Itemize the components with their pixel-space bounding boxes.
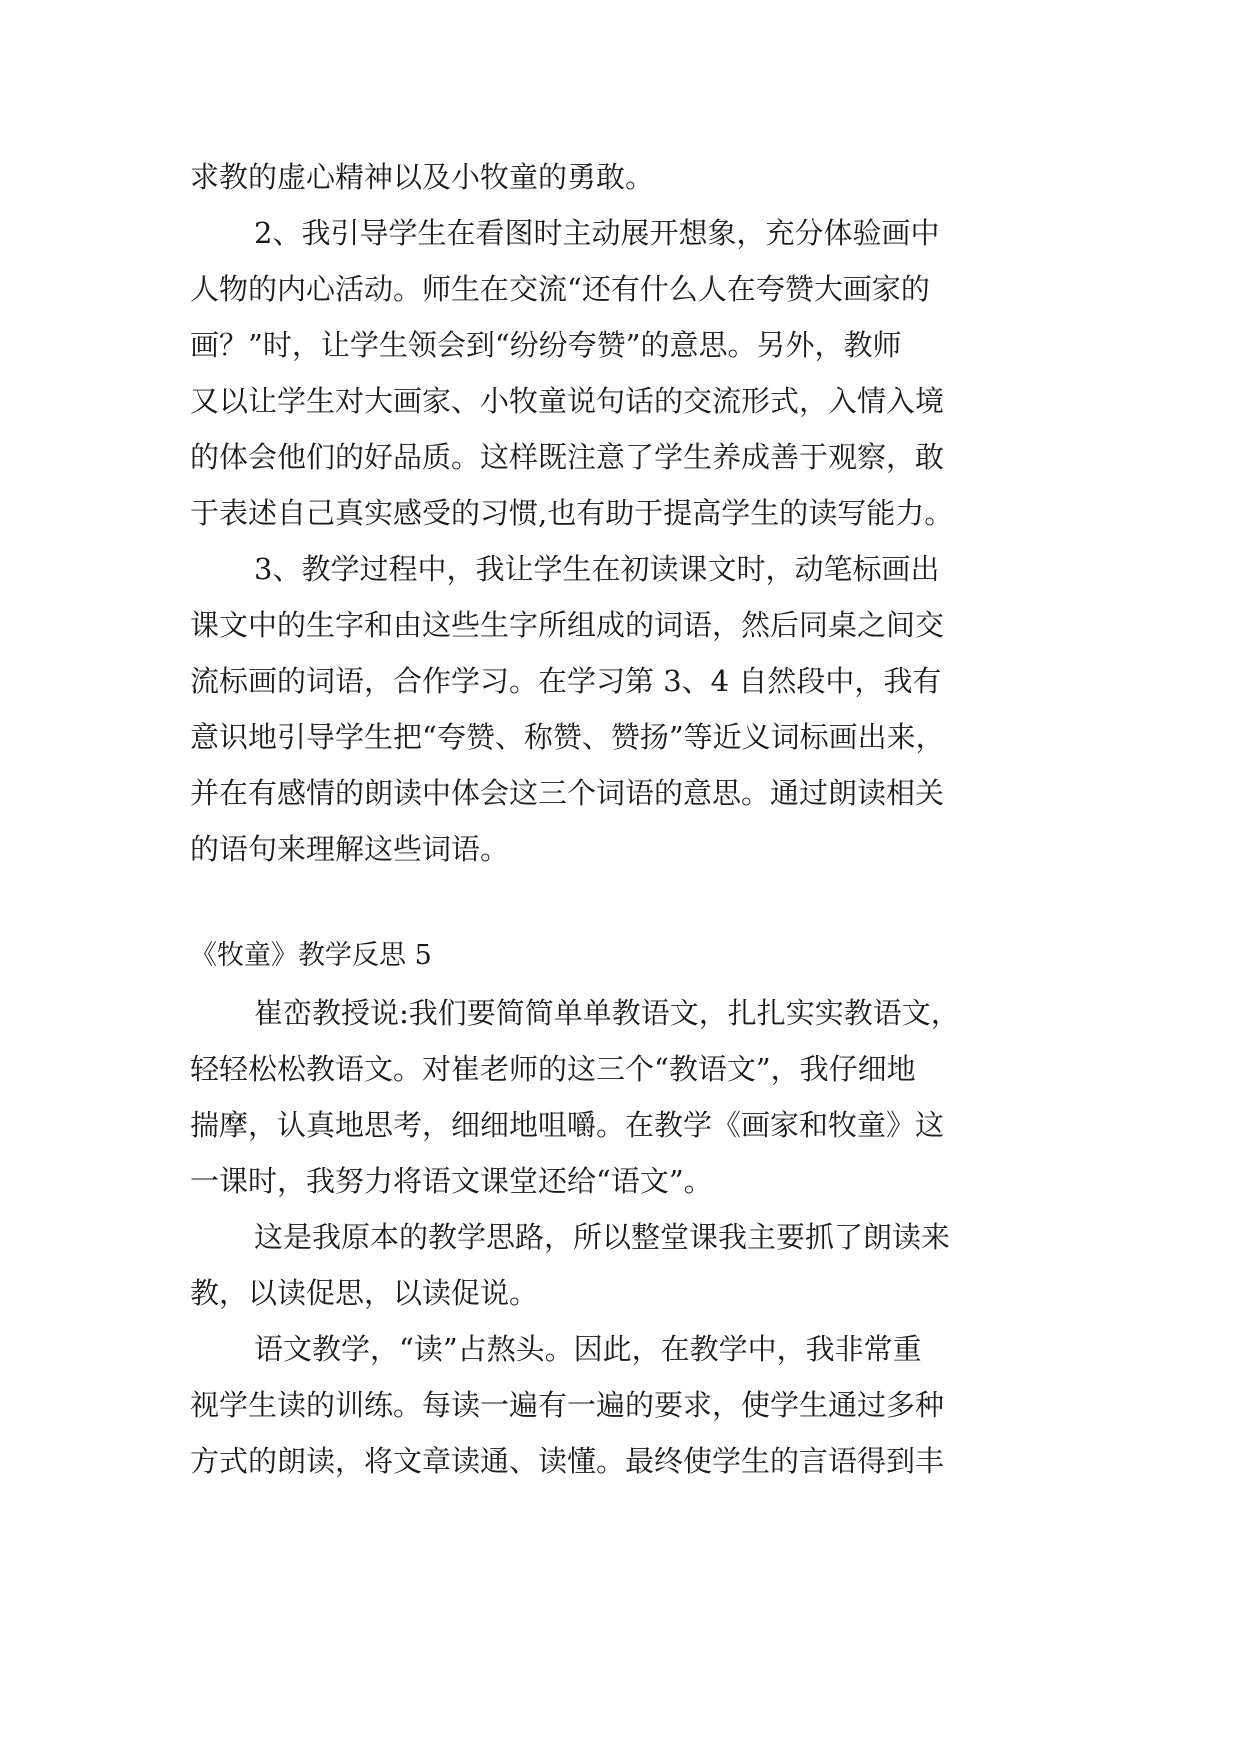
paragraph-line: 视学生读的训练。每读一遍有一遍的要求，使学生通过多种 xyxy=(190,1388,945,1422)
paragraph-line: 人物的内心活动。师生在交流“还有什么人在夸赞大画家的 xyxy=(190,272,930,306)
paragraph-line: 语文教学，“读”占熬头。因此，在教学中，我非常重 xyxy=(254,1332,922,1366)
paragraph-line: 并在有感情的朗读中体会这三个词语的意思。通过朗读相关 xyxy=(190,776,945,810)
paragraph-line: 流标画的词语，合作学习。在学习第 3、4 自然段中，我有 xyxy=(190,664,942,698)
paragraph-line: 的体会他们的好品质。这样既注意了学生养成善于观察，敢 xyxy=(190,440,945,474)
paragraph-line: 一课时，我努力将语文课堂还给“语文”。 xyxy=(190,1164,713,1198)
paragraph-line: 方式的朗读，将文章读通、读懂。最终使学生的言语得到丰 xyxy=(190,1444,945,1478)
paragraph-line: 崔峦教授说:我们要简简单单教语文，扎扎实实教语文， xyxy=(254,996,960,1030)
paragraph-line: 揣摩，认真地思考，细细地咀嚼。在教学《画家和牧童》这 xyxy=(190,1108,945,1142)
paragraph-line: 求教的虚心精神以及小牧童的勇敢。 xyxy=(190,160,655,194)
paragraph-line: 轻轻松松教语文。对崔老师的这三个“教语文”，我仔细地 xyxy=(190,1052,916,1086)
section-heading: 《牧童》教学反思 5 xyxy=(190,940,432,971)
paragraph-line: 的语句来理解这些词语。 xyxy=(190,832,510,866)
paragraph-line: 这是我原本的教学思路，所以整堂课我主要抓了朗读来 xyxy=(254,1220,951,1254)
paragraph-line: 又以让学生对大画家、小牧童说句话的交流形式，入情入境 xyxy=(190,384,945,418)
paragraph-line: 课文中的生字和由这些生字所组成的词语，然后同桌之间交 xyxy=(190,608,945,642)
paragraph-line: 画？”时，让学生领会到“纷纷夸赞”的意思。另外，教师 xyxy=(190,328,902,362)
paragraph-line: 于表述自己真实感受的习惯,也有助于提高学生的读写能力。 xyxy=(190,496,954,530)
paragraph-line: 意识地引导学生把“夸赞、称赞、赞扬”等近义词标画出来， xyxy=(190,720,945,754)
paragraph-line: 3、教学过程中，我让学生在初读课文时，动笔标画出 xyxy=(254,552,940,586)
paragraph-line: 2、我引导学生在看图时主动展开想象，充分体验画中 xyxy=(254,216,940,250)
paragraph-line: 教，以读促思，以读促说。 xyxy=(190,1276,539,1310)
